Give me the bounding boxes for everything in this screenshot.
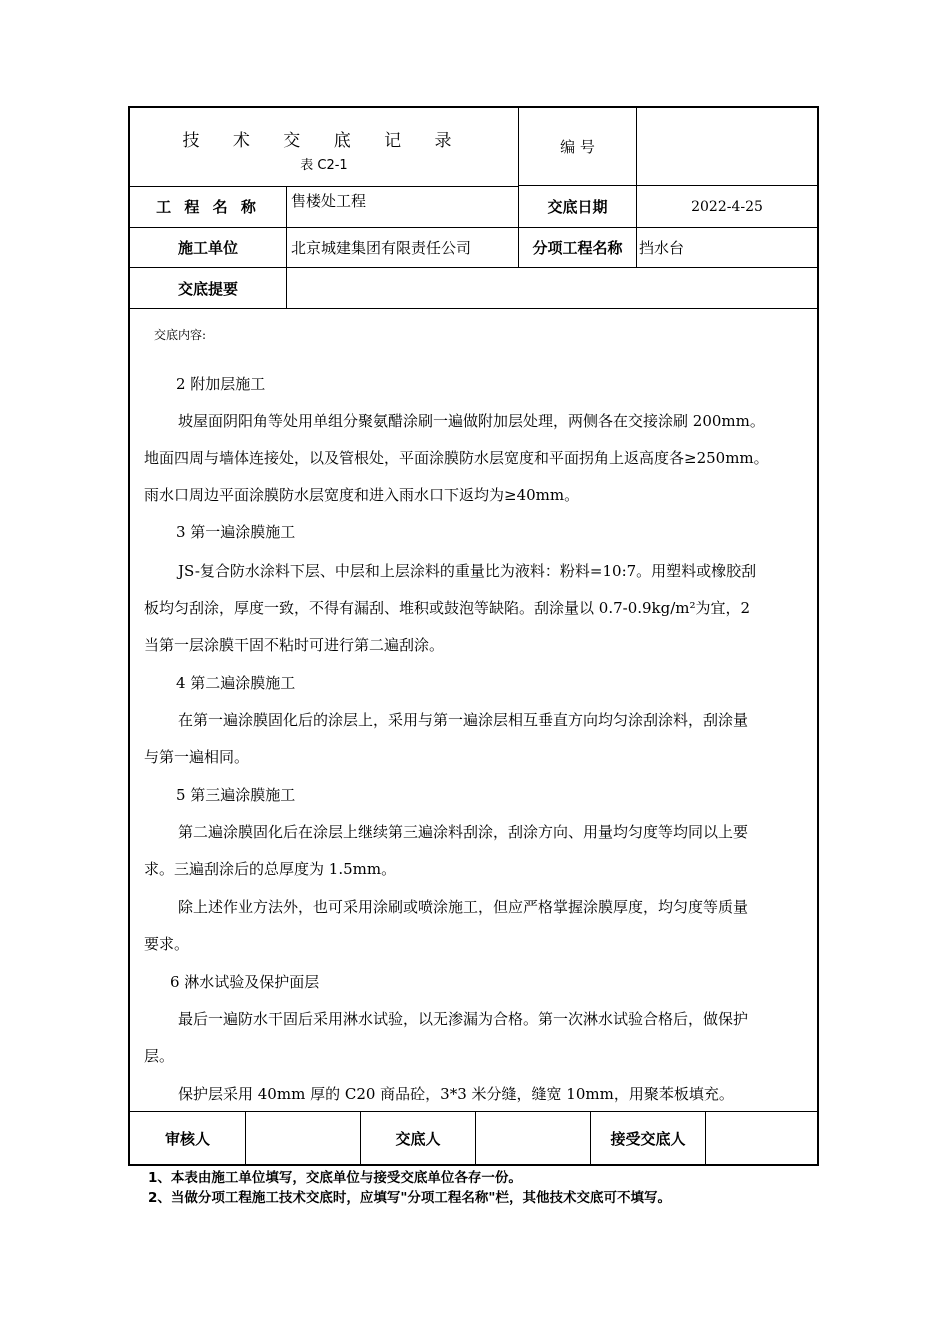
discloser-value <box>475 1111 590 1164</box>
content-line: 与第一遍相同。 <box>144 748 250 766</box>
discloser-label: 交底人 <box>360 1111 475 1164</box>
footnote: 2、当做分项工程施工技术交底时，应填写"分项工程名称"栏，其他技术交底可不填写。 <box>148 1190 671 1206</box>
content-line: 坡屋面阴阳角等处用单组分聚氨醋涂刷一遍做附加层处理，两侧各在交接涂刷 200mm。 <box>178 412 765 430</box>
content-line: 第二遍涂膜固化后在涂层上继续第三遍涂料刮涂，刮涂方向、用量均匀度等均同以上要 <box>178 823 749 841</box>
reviewer-label: 审核人 <box>130 1111 245 1164</box>
content-line: 当第一层涂膜干固不粘时可进行第二遍刮涂。 <box>144 636 445 654</box>
content-line: 层。 <box>144 1047 175 1065</box>
receiver-value <box>705 1111 817 1164</box>
form-title-block <box>130 108 518 187</box>
content-line: 最后一遍防水干固后采用淋水试验，以无渗漏为合格。第一次淋水试验合格后，做保护 <box>178 1010 749 1028</box>
content-line: 雨水口周边平面涂膜防水层宽度和进入雨水口下返均为≥40mm。 <box>144 486 580 504</box>
content-heading: 交底内容: <box>154 328 207 342</box>
footnotes <box>148 1168 848 1208</box>
content-line: 求。三遍刮涂后的总厚度为 1.5mm。 <box>144 860 397 878</box>
subproject-value: 挡水台 <box>636 228 817 268</box>
content-line: 保护层采用 40mm 厚的 C20 商品砼，3*3 米分缝，缝宽 10mm，用聚苯板填充。 <box>178 1085 734 1103</box>
content-line: 除上述作业方法外，也可采用涂刷或喷涂施工，但应严格掌握涂膜厚度，均匀度等质量 <box>178 898 749 916</box>
project-name-value: 售楼处工程 <box>286 186 518 228</box>
form-code: 表 C2-1 <box>300 158 348 173</box>
content-line: 在第一遍涂膜固化后的涂层上，采用与第一遍涂层相互垂直方向均匀涂刮涂料，刮涂量 <box>178 711 749 729</box>
subproject-label: 分项工程名称 <box>518 228 636 268</box>
content-line: 5 第三遍涂膜施工 <box>176 786 296 804</box>
content-line: 要求。 <box>144 935 190 953</box>
construction-unit-label: 施工单位 <box>130 228 286 268</box>
footnote: 1、本表由施工单位填写，交底单位与接受交底单位各存一份。 <box>148 1170 522 1186</box>
reviewer-value <box>245 1111 360 1164</box>
content-line: 地面四周与墙体连接处，以及管根处，平面涂膜防水层宽度和平面拐角上返高度各≥250mm。 <box>144 449 769 467</box>
construction-unit-value: 北京城建集团有限责任公司 <box>286 228 518 268</box>
summary-label: 交底提要 <box>130 268 286 309</box>
summary-value <box>286 268 817 309</box>
content-line: 3 第一遍涂膜施工 <box>176 523 296 541</box>
disclosure-form <box>128 106 819 1166</box>
date-value: 2022-4-25 <box>636 186 817 228</box>
content-line: 6 淋水试验及保护面层 <box>170 973 320 991</box>
project-name-label: 工 程 名 称 <box>130 186 286 228</box>
date-label: 交底日期 <box>518 186 636 228</box>
number-label: 编 号 <box>518 108 636 186</box>
content-line: 4 第二遍涂膜施工 <box>176 674 296 692</box>
content-line: 板均匀刮涂，厚度一致，不得有漏刮、堆积或鼓泡等缺陷。刮涂量以 0.7-0.9kg/m²为宜，2 <box>144 599 751 617</box>
content-line: JS-复合防水涂料下层、中层和上层涂料的重量比为液料：粉料=10:7。用塑料或橡胶刮 <box>178 562 757 580</box>
number-value <box>636 108 817 186</box>
content-line: 2 附加层施工 <box>176 375 266 393</box>
receiver-label: 接受交底人 <box>590 1111 705 1164</box>
form-title: 技 术 交 底 记 录 <box>182 131 466 151</box>
disclosure-content <box>130 309 817 1111</box>
